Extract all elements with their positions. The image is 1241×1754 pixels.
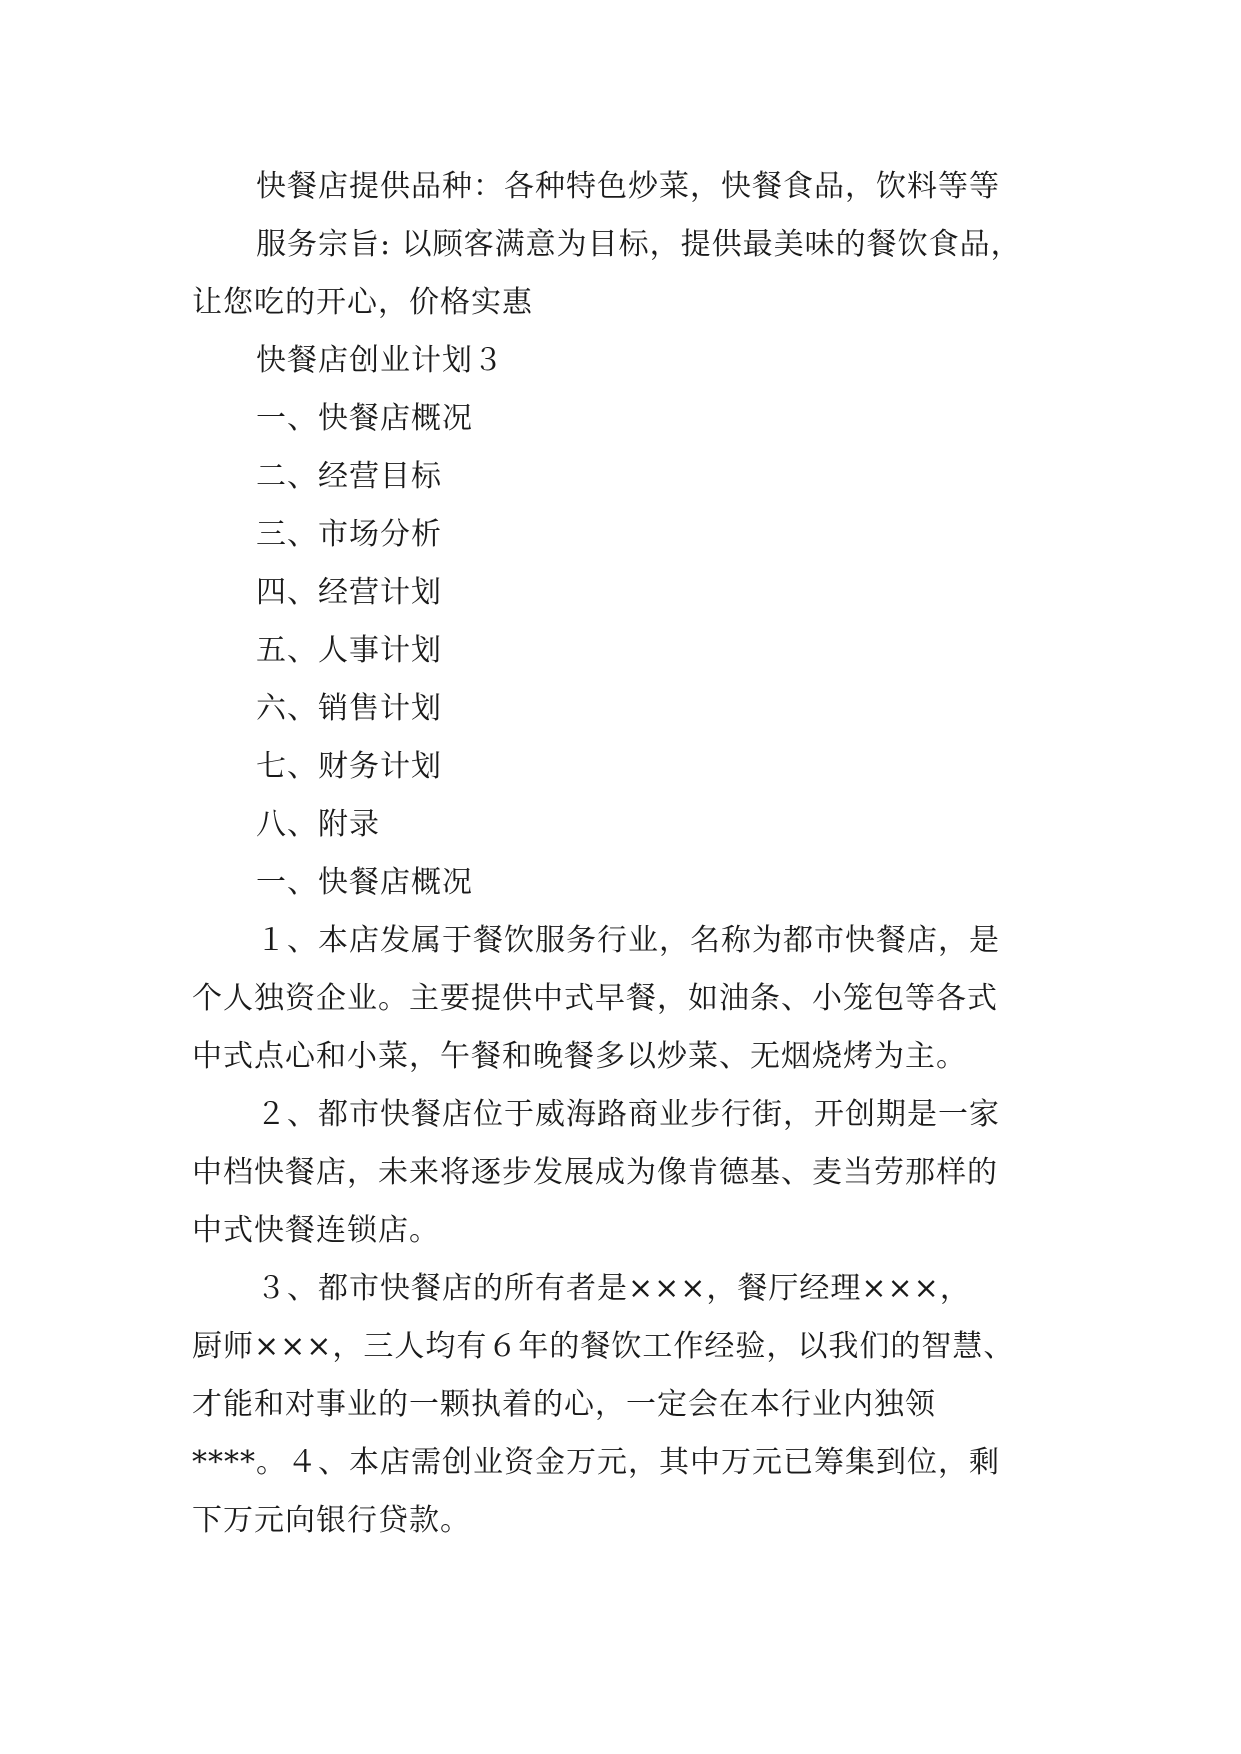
paragraph-line: １、本店发属于餐饮服务行业，名称为都市快餐店，是 — [256, 923, 1000, 958]
outline-item: 一、快餐店概况 — [256, 401, 473, 436]
paragraph-line: 厨师×××，三人均有６年的餐饮工作经验，以我们的智慧、 — [192, 1329, 1015, 1364]
paragraph-line: 服务宗旨: 以顾客满意为目标，提供最美味的餐饮食品， — [256, 227, 1022, 262]
paragraph-line: 快餐店提供品种：各种特色炒菜，快餐食品，饮料等等 — [256, 169, 1000, 204]
paragraph-line: 才能和对事业的一颗执着的心，一定会在本行业内独领 — [192, 1387, 936, 1422]
outline-item: 五、人事计划 — [256, 633, 442, 668]
outline-item: 七、财务计划 — [256, 749, 442, 784]
outline-item: 二、经营目标 — [256, 459, 442, 494]
paragraph-line: 个人独资企业。主要提供中式早餐，如油条、小笼包等各式 — [192, 981, 998, 1016]
section-heading: 一、快餐店概况 — [256, 865, 473, 900]
document-body — [192, 158, 1052, 1550]
paragraph-line: 中式点心和小菜，午餐和晚餐多以炒菜、无烟烧烤为主。 — [192, 1039, 967, 1074]
paragraph-line: ２、都市快餐店位于威海路商业步行街，开创期是一家 — [256, 1097, 1000, 1132]
outline-item: 六、销售计划 — [256, 691, 442, 726]
paragraph-line: 中档快餐店，未来将逐步发展成为像肯德基、麦当劳那样的 — [192, 1155, 998, 1190]
outline-item: 三、市场分析 — [256, 517, 442, 552]
paragraph-line: ３、都市快餐店的所有者是×××，餐厅经理×××， — [256, 1271, 971, 1306]
section-title: 快餐店创业计划３ — [256, 343, 504, 378]
outline-item: 八、附录 — [256, 807, 380, 842]
paragraph-line: ****。４、本店需创业资金万元，其中万元已筹集到位，剩 — [192, 1445, 1000, 1480]
outline-item: 四、经营计划 — [256, 575, 442, 610]
paragraph-line: 让您吃的开心，价格实惠 — [192, 285, 533, 320]
paragraph-line: 中式快餐连锁店。 — [192, 1213, 440, 1248]
paragraph-line: 下万元向银行贷款。 — [192, 1503, 471, 1538]
